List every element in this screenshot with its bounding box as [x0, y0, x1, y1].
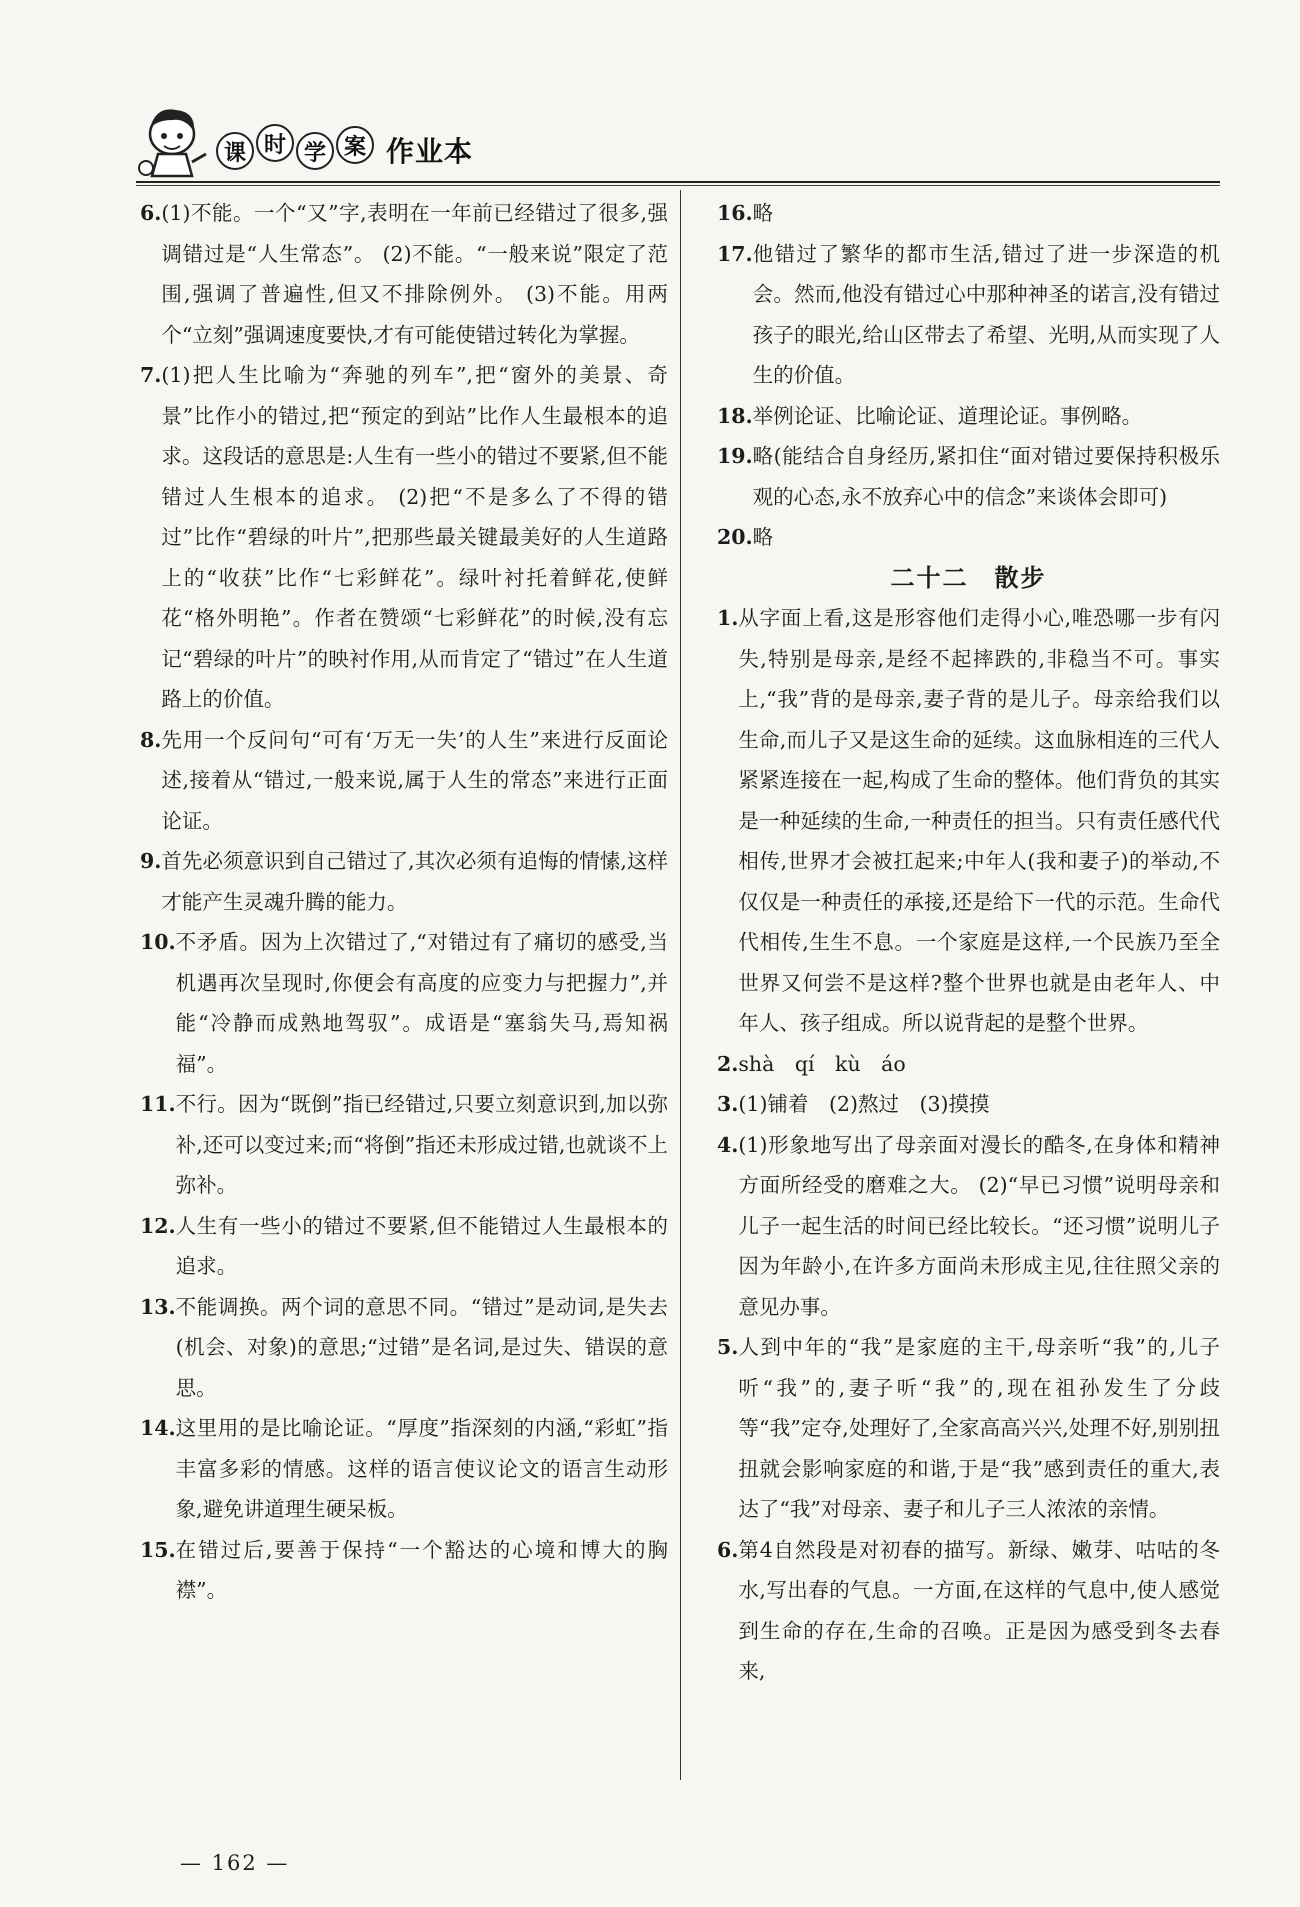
answer-item	[717, 1044, 1220, 1085]
mascot-boy-icon	[136, 104, 214, 184]
page-number: — 162 —	[180, 1851, 290, 1875]
brand-char: 时	[256, 124, 294, 162]
header-rule-thin	[136, 185, 1220, 186]
item-text: 不能调换。两个词的意思不同。“错过”是动词,是失去(机会、对象)的意思;“过错”是名词,是过失、错误的意思。	[175, 1294, 668, 1400]
item-number: 17.	[717, 241, 753, 266]
item-text: 这里用的是比喻论证。“厚度”指深刻的内涵,“彩虹”指丰富多彩的情感。这样的语言使议论文的语言生动形象,避免讲道理生硬呆板。	[175, 1416, 668, 1521]
item-text: 从字面上看,这是形容他们走得小心,唯恐哪一步有闪失,特别是母亲,是经不起摔跌的,非稳当不可。事实上,“我”背的是母亲,妻子背的是儿子。母亲给我们以生命,而儿子又是这生命的延续。这血脉相连的三代人紧紧连接在一起,构成了生命的整体。他们背负的其实是一种延续的生命,一种责任的担当。只有责任感代代相传,世界才会被扛起来;中年人(我和妻子)的举动,不仅仅是一种责任的承接,还是给下一代的示范。生命代代相传,生生不息。一个家庭是这样,一个民族乃至全世界又何尝不是这样?整个世界也就是由老年人、中年人、孩子组成。所以说背起的是整个世界。	[738, 606, 1220, 1035]
item-text: 先用一个反问句“可有‘万无一失’的人生”来进行反面论述,接着从“错过,一般来说,属于人生的常态”来进行正面论证。	[161, 727, 668, 833]
item-number: 9.	[140, 849, 162, 873]
answer-item	[717, 517, 1220, 558]
item-number: 2.	[717, 1051, 739, 1076]
page-header	[136, 100, 1220, 184]
answer-item	[140, 193, 668, 355]
item-text: (1)把人生比喻为“奔驰的列车”,把“窗外的美景、奇景”比作小的错过,把“预定的到站”比作人生最根本的追求。这段话的意思是:人生有一些小的错过不要紧,但不能错过人生根本的追求。 (2)把“不是多么了不得的错过”比作“碧绿的叶片”,把那些最关键最美好的人生道路上的“收获”比作“七彩鲜花”。绿叶衬托着鲜花,使鲜花“格外明艳”。作者在赞颂“七彩鲜花”的时候,没有忘记“碧绿的叶片”的映衬作用,从而肯定了“错过”在人生道路上的价值。	[161, 363, 668, 711]
item-number: 5.	[717, 1335, 739, 1359]
answer-item	[717, 1327, 1220, 1530]
answer-item	[140, 1287, 668, 1409]
item-number: 15.	[140, 1537, 176, 1562]
item-number: 8.	[140, 727, 162, 752]
header-rule	[136, 181, 1220, 183]
item-text: 举例论证、比喻论证、道理论证。事例略。	[752, 403, 1143, 428]
item-number: 11.	[140, 1092, 176, 1116]
item-text: 人生有一些小的错过不要紧,但不能错过人生最根本的追求。	[175, 1213, 668, 1278]
item-text: 略	[752, 525, 774, 549]
answer-item	[717, 396, 1220, 437]
item-text: 他错过了繁华的都市生活,错过了进一步深造的机会。然而,他没有错过心中那种神圣的诺言,没有错过孩子的眼光,给山区带去了希望、光明,从而实现了人生的价值。	[752, 241, 1220, 387]
brand-char: 案	[336, 126, 374, 164]
item-number: 19.	[717, 444, 753, 468]
item-number: 14.	[140, 1416, 176, 1440]
answer-item	[140, 1206, 668, 1287]
answer-item	[140, 841, 668, 922]
item-text: 首先必须意识到自己错过了,其次必须有追悔的情愫,这样才能产生灵魂升腾的能力。	[161, 849, 668, 914]
item-text: (1)形象地写出了母亲面对漫长的酷冬,在身体和精神方面所经受的磨难之大。 (2)“早已习惯”说明母亲和儿子一起生活的时间已经比较长。“还习惯”说明儿子因为年龄小,在许多方面尚未形成主见,往往照父亲的意见办事。	[738, 1132, 1220, 1319]
item-number: 4.	[717, 1132, 739, 1157]
item-text: shà qí kù áo	[738, 1051, 906, 1076]
item-text: 略(能结合自身经历,紧扣住“面对错过要保持积极乐观的心态,永不放弃心中的信念”来谈体会即可)	[752, 444, 1220, 509]
answer-item	[717, 234, 1220, 396]
answer-item	[717, 1084, 1220, 1125]
item-number: 10.	[140, 930, 176, 954]
column-divider	[680, 190, 681, 1780]
item-number: 12.	[140, 1213, 176, 1238]
answer-item	[140, 1530, 668, 1611]
item-number: 6.	[140, 201, 162, 225]
answer-item	[140, 355, 668, 720]
item-text: 不矛盾。因为上次错过了,“对错过有了痛切的感受,当机遇再次呈现时,你便会有高度的应变力与把握力”,并能“冷静而成熟地驾驭”。成语是“塞翁失马,焉知祸福”。	[175, 930, 668, 1076]
item-number: 7.	[140, 363, 162, 387]
section-title: 二十二 散步	[890, 562, 1047, 592]
brand-subtitle: 作业本	[386, 135, 474, 168]
item-number: 3.	[717, 1092, 739, 1116]
item-text: 在错过后,要善于保持“一个豁达的心境和博大的胸襟”。	[175, 1537, 668, 1602]
item-text: (1)不能。一个“又”字,表明在一年前已经错过了很多,强调错过是“人生常态”。 (2)不能。“一般来说”限定了范围,强调了普遍性,但又不排除例外。 (3)不能。用两个“立刻”强调速度要快,才有可能使错过转化为掌握。	[161, 201, 668, 347]
answer-item	[140, 922, 668, 1084]
item-number: 18.	[717, 403, 753, 428]
item-text: 第4自然段是对初春的描写。新绿、嫩芽、咕咕的冬水,写出春的气息。一方面,在这样的气息中,使人感觉到生命的存在,生命的召唤。正是因为感受到冬去春来,	[738, 1537, 1220, 1683]
right-column	[717, 193, 1220, 1692]
item-number: 1.	[717, 606, 739, 630]
answer-item	[717, 1125, 1220, 1328]
item-text: 人到中年的“我”是家庭的主干,母亲听“我”的,儿子听“我”的,妻子听“我”的,现在祖孙发生了分歧等“我”定夺,处理好了,全家高高兴兴,处理不好,别别扭扭就会影响家庭的和谐,于是“我”感到责任的重大,表达了“我”对母亲、妻子和儿子三人浓浓的亲情。	[738, 1335, 1220, 1521]
answer-item	[140, 1084, 668, 1206]
item-number: 6.	[717, 1537, 739, 1562]
brand-char: 课	[216, 132, 254, 170]
brand-char: 学	[296, 132, 334, 170]
item-text: (1)铺着 (2)熬过 (3)摸摸	[738, 1092, 990, 1116]
answer-item	[140, 720, 668, 842]
item-number: 20.	[717, 525, 753, 549]
item-text: 不行。因为“既倒”指已经错过,只要立刻意识到,加以弥补,还可以变过来;而“将倒”指还未形成过错,也就谈不上弥补。	[175, 1092, 668, 1197]
answer-item	[717, 1530, 1220, 1692]
answer-item	[717, 598, 1220, 1044]
left-column	[140, 193, 668, 1611]
answer-item	[717, 193, 1220, 234]
item-text: 略	[752, 201, 774, 225]
answer-item	[140, 1408, 668, 1530]
answer-item	[717, 436, 1220, 517]
brand-logo	[216, 130, 473, 170]
item-number: 13.	[140, 1294, 176, 1319]
item-number: 16.	[717, 201, 753, 225]
